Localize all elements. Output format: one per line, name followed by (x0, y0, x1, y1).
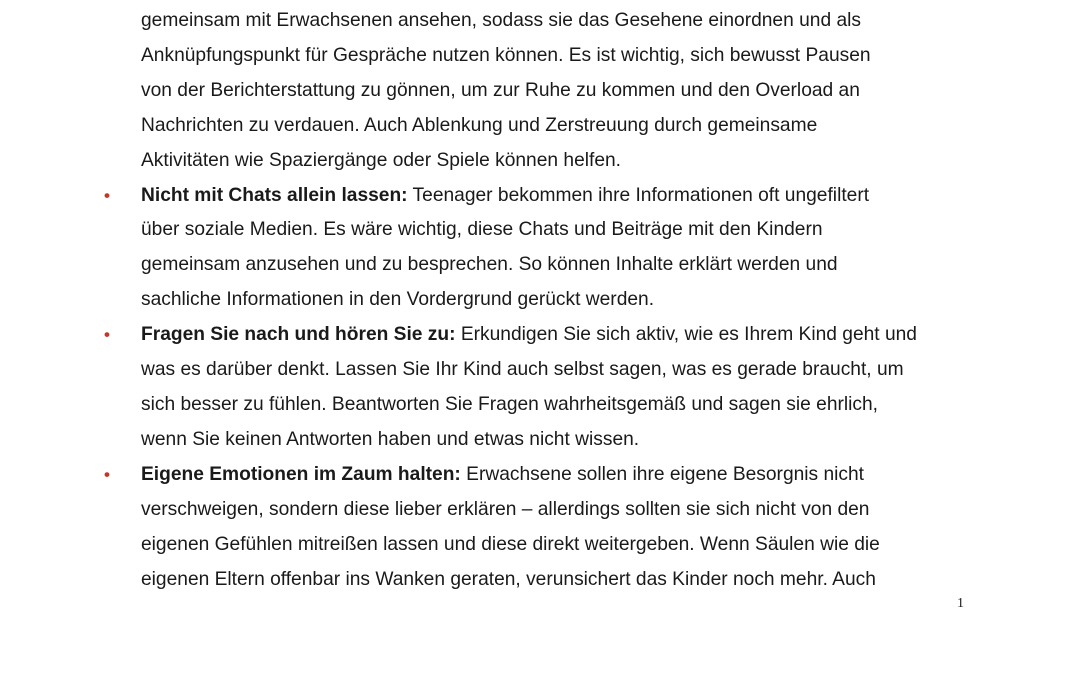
list-item-line: sachliche Informationen in den Vordergrund gerückt werden. (141, 289, 655, 311)
list-item-text: Erkundigen Sie sich aktiv, wie es Ihrem Kind geht und (455, 324, 917, 346)
bullet-icon: • (104, 325, 110, 345)
list-item-line: gemeinsam anzusehen und zu besprechen. So können Inhalte erklärt werden und (141, 254, 838, 276)
list-item-lead: Fragen Sie nach und hören Sie zu: (141, 324, 456, 346)
list-item-line: eigenen Gefühlen mitreißen lassen und diese direkt weitergeben. Wenn Säulen wie die (141, 533, 880, 555)
bullet-icon: • (104, 185, 110, 205)
list-item-text: Erwachsene sollen ihre eigene Besorgnis nicht (460, 463, 864, 485)
list-item-first-line (104, 458, 971, 493)
list-item-lead: Eigene Emotionen im Zaum halten: (141, 463, 461, 485)
list-item-line: wenn Sie keinen Antworten haben und etwas nicht wissen. (141, 428, 640, 450)
list-item-text: Teenager bekommen ihre Informationen oft ungefiltert (407, 184, 870, 206)
list-item-first-line (104, 318, 971, 353)
paragraph-line: gemeinsam mit Erwachsenen ansehen, sodass sie das Gesehene einordnen und als (141, 10, 861, 31)
bullet-icon: • (104, 464, 110, 484)
list-item-line: eigenen Eltern offenbar ins Wanken geraten, verunsichert das Kinder noch mehr. Auch (141, 568, 876, 590)
list-item-line: sich besser zu fühlen. Beantworten Sie Fragen wahrheitsgemäß und sagen sie ehrlich, (141, 393, 878, 415)
list-item-line: was es darüber denkt. Lassen Sie Ihr Kind auch selbst sagen, was es gerade braucht, um (141, 359, 904, 381)
document-body (104, 4, 971, 597)
page-number: 1 (957, 596, 964, 611)
paragraph-line: Nachrichten zu verdauen. Auch Ablenkung und Zerstreuung durch gemeinsame (141, 114, 818, 136)
list-item-line: verschweigen, sondern diese lieber erklären – allerdings sollten sie sich nicht von den (141, 498, 870, 520)
list-item-lead: Nicht mit Chats allein lassen: (141, 184, 408, 206)
paragraph-line: Anknüpfungspunkt für Gespräche nutzen können. Es ist wichtig, sich bewusst Pausen (141, 44, 871, 66)
paragraph-line: Aktivitäten wie Spaziergänge oder Spiele können helfen. (141, 149, 622, 171)
list-item-first-line (104, 179, 971, 214)
paragraph-line: von der Berichterstattung zu gönnen, um zur Ruhe zu kommen und den Overload an (141, 79, 860, 101)
list-item-line: über soziale Medien. Es wäre wichtig, diese Chats und Beiträge mit den Kindern (141, 219, 823, 241)
